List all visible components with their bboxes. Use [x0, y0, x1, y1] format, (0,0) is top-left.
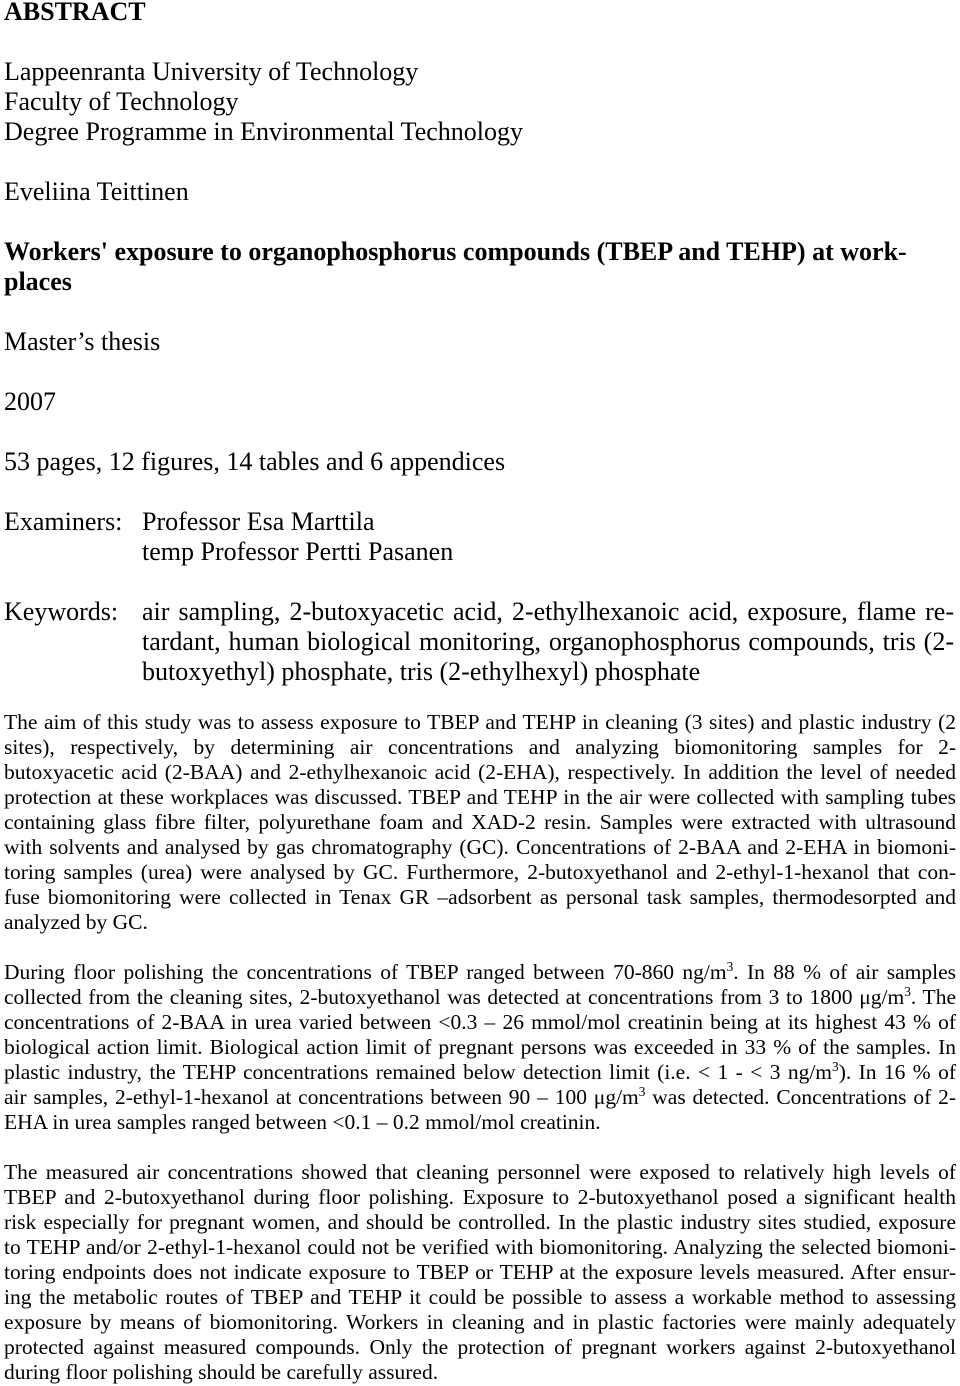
examiners-label: Examiners: [4, 507, 123, 536]
line-text: was detected. Concentrations of 2- [645, 1085, 956, 1109]
line-text: plastic industry, the TEHP concentrations remained below detection limit (i.e. < 1 - < 3 ng/m [4, 1060, 833, 1084]
paragraph-line: fuse biomonitoring were collected in Tenax GR –adsorbent as personal task samples, thermodesorpted and [4, 885, 956, 909]
paragraph-line: protection at these workplaces was discussed. TBEP and TEHP in the air were collected with sampling tubes [4, 785, 956, 809]
line-text: collected from the cleaning sites, 2-butoxyethanol was detected at concentrations from 3 to 1800 μg/m [4, 985, 905, 1009]
paragraph-line: The aim of this study was to assess exposure to TBEP and TEHP in cleaning (3 sites) and plastic industry (2 [4, 710, 956, 734]
thesis-type: Master’s thesis [4, 327, 161, 356]
superscript-exponent: 3 [904, 983, 911, 999]
paragraph-line: exposure by means of biomonitoring. Workers in cleaning and in plastic factories were mainly adequately [4, 1310, 956, 1334]
paragraph-line: ing the metabolic routes of TBEP and TEHP it could be possible to assess a workable method to assessing [4, 1285, 956, 1309]
line-text: ). In 16 % of [838, 1060, 957, 1084]
publication-year: 2007 [4, 387, 56, 416]
line-text: During floor polishing the concentrations of TBEP ranged between 70-860 ng/m [4, 960, 727, 984]
paragraph-line: containing glass fibre filter, polyurethane foam and XAD-2 resin. Samples were extracted with ultrasound [4, 810, 956, 834]
abstract-heading: ABSTRACT [4, 0, 146, 26]
paragraph-line: TBEP and 2-butoxyethanol during floor polishing. Exposure to 2-butoxyethanol posed a significant health [4, 1185, 956, 1209]
thesis-title-line: places [4, 267, 72, 296]
author-name: Eveliina Teittinen [4, 177, 189, 206]
paragraph-line: protected against measured compounds. Only the protection of pregnant workers against 2-butoxyethanol [4, 1335, 956, 1359]
faculty-name: Faculty of Technology [4, 87, 239, 116]
superscript-exponent: 3 [832, 1058, 839, 1074]
paragraph-line: toring samples (urea) were analysed by GC. Furthermore, 2-butoxyethanol and 2-ethyl-1-hexanol that con- [4, 860, 956, 884]
superscript-exponent: 3 [638, 1083, 646, 1099]
paragraph-line: concentrations of 2-BAA in urea varied between <0.3 – 26 mmol/mol creatinin being at its highest 43 % of [4, 1010, 956, 1034]
paragraph-line: during floor polishing should be carefully assured. [4, 1360, 439, 1384]
superscript-exponent: 3 [726, 958, 734, 974]
paragraph-line: to TEHP and/or 2-ethyl-1-hexanol could not be verified with biomonitoring. Analyzing the selected biomoni- [4, 1235, 956, 1259]
line-text: air samples, 2-ethyl-1-hexanol at concentrations between 90 – 100 μg/m [4, 1085, 639, 1109]
university-name: Lappeenranta University of Technology [4, 57, 419, 86]
keywords-line: butoxyethyl) phosphate, tris (2-ethylhexyl) phosphate [142, 657, 701, 686]
keywords-line: tardant, human biological monitoring, organophosphorus compounds, tris (2- [142, 627, 954, 656]
examiner-name: temp Professor Pertti Pasanen [142, 537, 454, 566]
paragraph-line [4, 985, 956, 1010]
degree-programme: Degree Programme in Environmental Technology [4, 117, 523, 146]
keywords-line: air sampling, 2-butoxyacetic acid, 2-ethylhexanoic acid, exposure, flame re- [142, 597, 954, 626]
paragraph-line: butoxyacetic acid (2-BAA) and 2-ethylhexanoic acid (2-EHA), respectively. In addition the level of needed [4, 760, 956, 784]
paragraph-line [4, 960, 956, 985]
paragraph-line: The measured air concentrations showed that cleaning personnel were exposed to relatively high levels of [4, 1160, 956, 1184]
abstract-paragraph [4, 960, 956, 1135]
paragraph-line: toring endpoints does not indicate exposure to TBEP or TEHP at the exposure levels measured. After ensur- [4, 1260, 956, 1284]
page-count-summary: 53 pages, 12 figures, 14 tables and 6 appendices [4, 447, 506, 476]
paragraph-line: risk especially for pregnant women, and should be controlled. In the plastic industry sites studied, exposure [4, 1210, 956, 1234]
paragraph-line [4, 1060, 956, 1085]
line-text: . In 88 % of air samples [733, 960, 957, 984]
abstract-paragraph [4, 1160, 956, 1385]
thesis-title-line: Workers' exposure to organophosphorus compounds (TBEP and TEHP) at work- [4, 237, 907, 266]
line-text: . The [910, 985, 956, 1009]
paragraph-line: sites), respectively, by determining air concentrations and analyzing biomonitoring samples for 2- [4, 735, 956, 759]
paragraph-line [4, 1085, 956, 1110]
examiner-name: Professor Esa Marttila [142, 507, 375, 536]
paragraph-line: EHA in urea samples ranged between <0.1 – 0.2 mmol/mol creatinin. [4, 1110, 601, 1134]
abstract-paragraph [4, 710, 956, 935]
paragraph-line: analyzed by GC. [4, 910, 148, 934]
paragraph-line: with solvents and analysed by gas chromatography (GC). Concentrations of 2-BAA and 2-EHA in biomoni- [4, 835, 956, 859]
keywords-label: Keywords: [4, 597, 119, 626]
paragraph-line: biological action limit. Biological action limit of pregnant persons was exceeded in 33 % of the samples. In [4, 1035, 956, 1059]
